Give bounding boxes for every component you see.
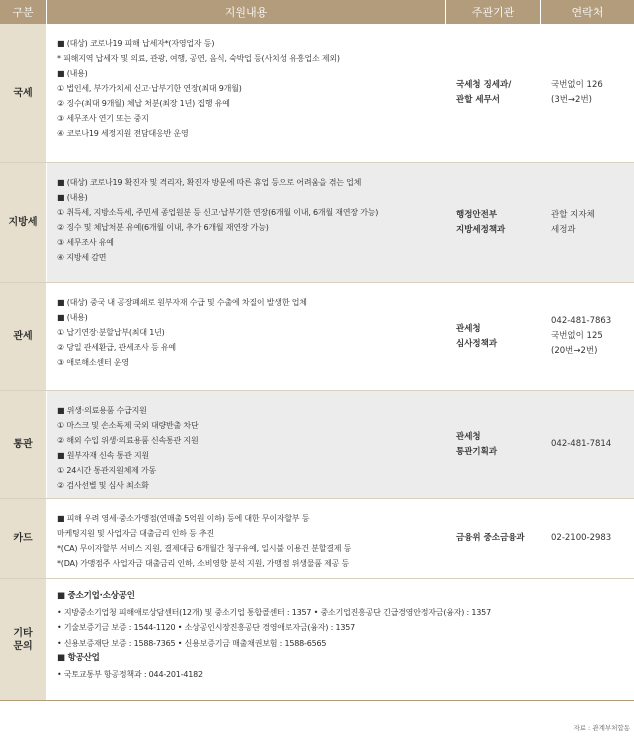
row-content	[47, 24, 446, 162]
content-line: ④ 지방세 감면	[57, 253, 107, 262]
content-line: ③ 세무조사 유예	[57, 238, 114, 247]
contact-line: 042-481-7863	[551, 316, 612, 326]
content-line: ① 마스크 및 손소독제 국외 대량반출 차단	[57, 421, 199, 430]
table-row-etc	[0, 579, 634, 701]
agency-line: 통관기획과	[456, 446, 498, 457]
content-line: ④ 코로나19 세정지원 전담대응반 운영	[57, 129, 189, 138]
header-category: 구분	[0, 0, 47, 24]
content-line: ■ (내용)	[57, 69, 88, 78]
content-line: ① 납기연장·분할납부(최대 1년)	[57, 328, 165, 337]
contact-line: (20번→2번)	[551, 346, 598, 356]
agency-line: 금융위 중소금융과	[456, 533, 525, 543]
content-line: ■ (대상) 코로나19 확진자 및 격리자, 확진자 방문에 따른 휴업 등으로 어려움을 겪는 업체	[57, 178, 362, 187]
agency-line: 행정안전부	[456, 209, 498, 220]
table-row	[0, 283, 634, 391]
agency-line: 관세청	[456, 431, 481, 442]
row-contact	[541, 24, 634, 162]
row-category: 국세	[0, 24, 47, 162]
row-category: 지방세	[0, 163, 47, 282]
row-agency	[446, 24, 541, 162]
contact-item: • 신용보증재단 보증 : 1588-7365 • 신용보증기금 매출채권보험 : 1588-6565	[57, 638, 327, 648]
table-header	[0, 0, 634, 24]
table-row	[0, 499, 634, 579]
content-line: * 피해지역 납세자 및 의료, 관광, 여행, 공연, 음식, 숙박업 등(사치성 유흥업소 제외)	[57, 54, 340, 63]
row-content	[47, 283, 446, 390]
header-contact: 연락처	[571, 6, 604, 19]
header-agency: 주관기관	[446, 0, 541, 24]
contact-line: 관할 지자체	[551, 209, 595, 220]
contact-line: 042-481-7814	[551, 439, 612, 449]
row-agency	[446, 499, 541, 578]
row-agency	[446, 283, 541, 390]
content-line: ② 검사선별 및 심사 최소화	[57, 481, 149, 490]
agency-line: 국세청 징세과/	[456, 80, 512, 90]
agency-line: 관세청	[456, 323, 481, 334]
content-line: ③ 애로해소센터 운영	[57, 358, 129, 367]
table-row	[0, 163, 634, 283]
content-line: ② 해외 수입 위생·의료용품 신속통관 지원	[57, 436, 199, 445]
agency-line: 지방세정책과	[456, 224, 506, 235]
content-line: ■ (대상) 중국 내 공장폐쇄로 원부자재 수급 및 수출에 차질이 발생한 업체	[57, 298, 307, 307]
content-line: ② 당일 관세환급, 관세조사 등 유예	[57, 343, 176, 352]
contact-item: • 지방중소기업청 피해애로상담센터(12개) 및 중소기업 통합콜센터 : 1357 • 중소기업진흥공단 긴급경영안정자금(융자) : 1357	[57, 607, 491, 617]
content-line: ■ 위생·의료용품 수급지원	[57, 406, 147, 415]
row-category: 통관	[0, 391, 47, 498]
row-content	[47, 391, 446, 498]
content-line: *(DA) 가맹점주 사업자금 대출금리 인하, 소비영향 분석 지원, 가맹점 위생물품 제공 등	[57, 559, 350, 568]
row-contact	[541, 283, 634, 390]
contact-line: 02-2100-2983	[551, 533, 612, 543]
table-row	[0, 24, 634, 163]
content-line: ② 징수(최대 9개월) 체납 처분(최장 1년) 집행 유예	[57, 99, 230, 108]
category-line: 기타	[13, 627, 33, 639]
content-line: 마케팅지원 및 사업자금 대출금리 인하 등 추진	[57, 529, 215, 538]
content-line: ③ 세무조사 연기 또는 중지	[57, 114, 149, 123]
category-line: 문의	[13, 640, 33, 652]
row-agency	[446, 391, 541, 498]
row-category: 카드	[0, 499, 47, 578]
content-line: ■ 원부자재 신속 통관 지원	[57, 451, 150, 460]
header-content: 지원내용	[47, 0, 446, 24]
section-heading: ■ 중소기업·소상공인	[57, 591, 135, 601]
content-line: *(CA) 무이자할부 서비스 지원, 결제대금 6개월간 청구유예, 일시불 이용건 분할결제 등	[57, 544, 352, 553]
agency-line: 관할 세무서	[456, 95, 501, 105]
agency-line: 심사정책과	[456, 338, 498, 349]
content-line: ■ (내용)	[57, 193, 88, 202]
content-line: ■ (내용)	[57, 313, 88, 322]
table-body	[0, 24, 634, 701]
content-line: ① 법인세, 부가가치세 신고·납부기한 연장(최대 9개월)	[57, 84, 242, 93]
etc-content	[47, 579, 634, 700]
content-line: ① 24시간 통관지원체제 가동	[57, 466, 157, 475]
row-agency	[446, 163, 541, 282]
table-row	[0, 391, 634, 499]
content-line: ① 취득세, 지방소득세, 주민세 종업원분 등 신고·납부기한 연장(6개월 이내, 6개월 재연장 가능)	[57, 208, 379, 217]
contact-line: 국번없이 126	[551, 80, 603, 90]
source-note: 자료 : 관계부처합동	[573, 724, 630, 732]
contact-line: (3번→2번)	[551, 95, 592, 105]
row-category: 관세	[0, 283, 47, 390]
content-line: ② 징수 및 체납처분 유예(6개월 이내, 추가 6개월 재연장 가능)	[57, 223, 269, 232]
row-contact	[541, 163, 634, 282]
content-line: ■ (대상) 코로나19 피해 납세자*(자영업자 등)	[57, 39, 215, 48]
contact-line: 국번없이 125	[551, 331, 603, 341]
row-contact	[541, 499, 634, 578]
content-line: ■ 피해 우려 영세·중소가맹점(연매출 5억원 이하) 등에 대한 무이자할부 등	[57, 514, 310, 523]
section-heading: ■ 항공산업	[57, 653, 100, 663]
row-content	[47, 163, 446, 282]
row-content	[47, 499, 446, 578]
row-contact	[541, 391, 634, 498]
contact-item: • 국토교통부 항공정책과 : 044-201-4182	[57, 669, 203, 679]
contact-line: 세정과	[551, 224, 576, 235]
row-category	[0, 579, 47, 700]
contact-item: • 기술보증기금 보증 : 1544-1120 • 소상공인시장진흥공단 경영애로자금(융자) : 1357	[57, 623, 356, 632]
